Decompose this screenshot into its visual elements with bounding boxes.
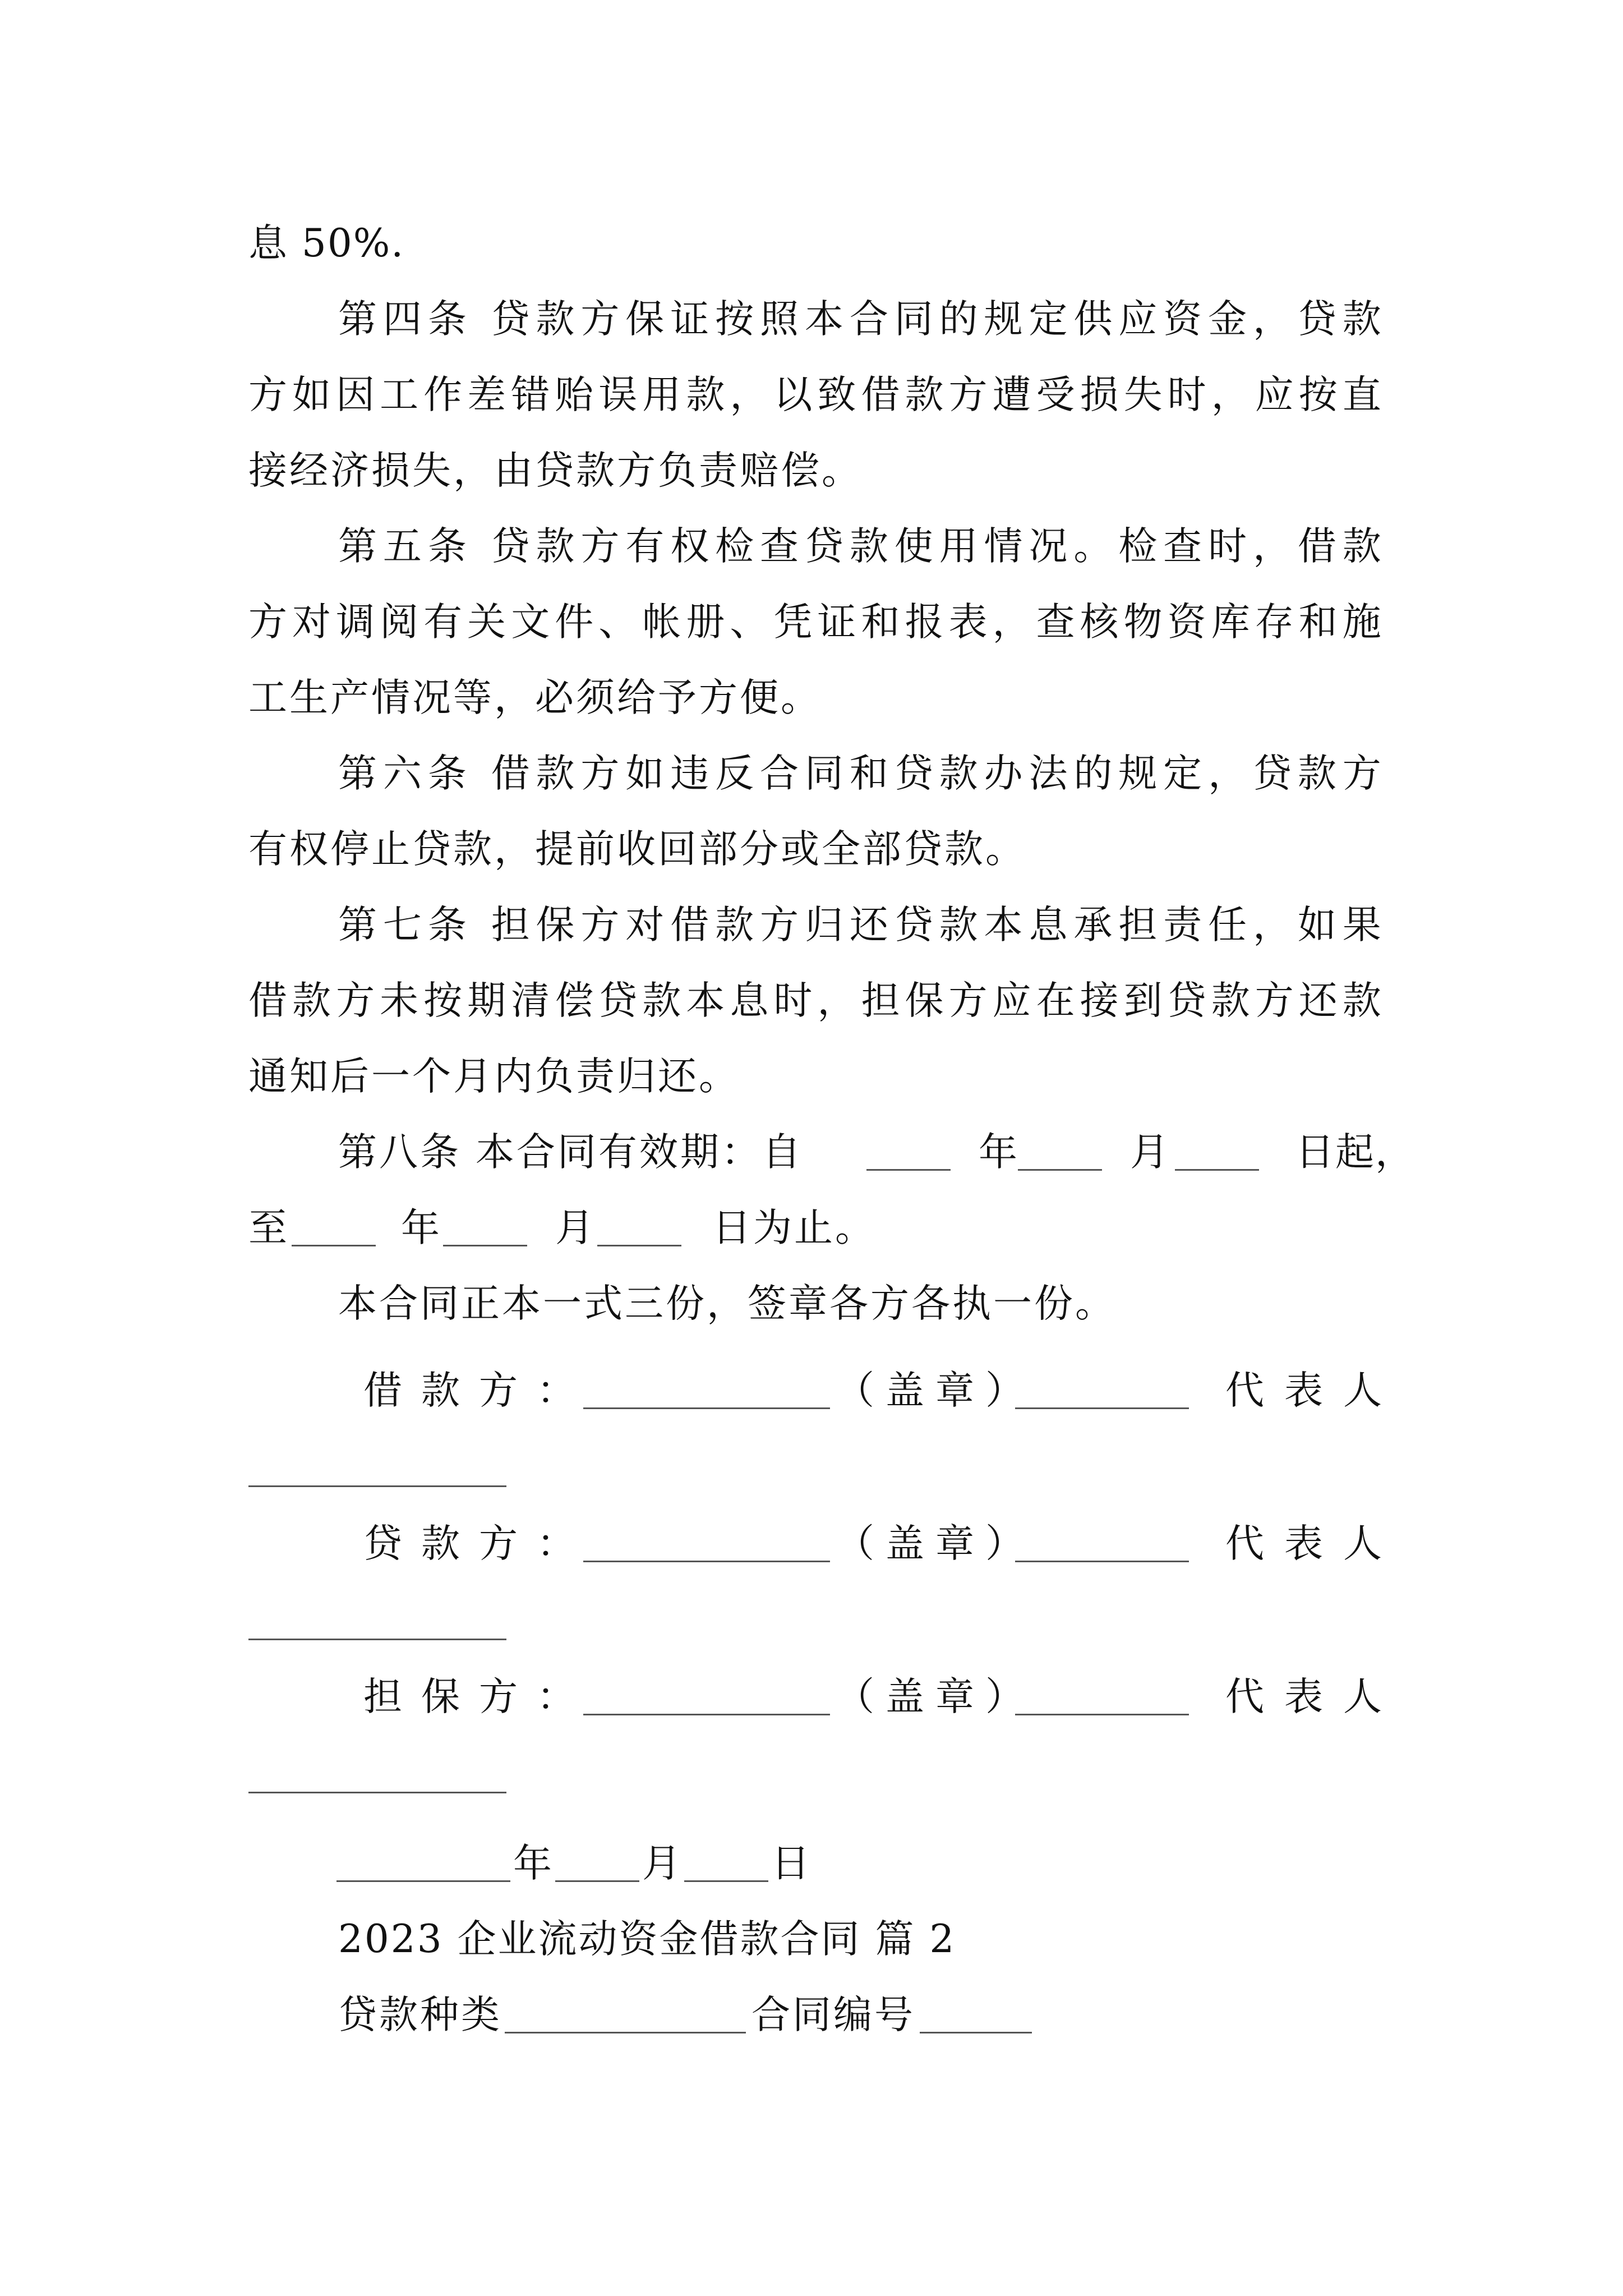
seal-label: （盖章） bbox=[836, 1368, 1035, 1413]
party-label: 借款方： bbox=[363, 1368, 594, 1413]
text-line: 息 50%. bbox=[248, 221, 405, 266]
article-6-line-1: 第 六 条 借 款 方 如 违 反 合 同 和 贷 款 办 法 的 规 定 ， 贷 款 方 bbox=[338, 751, 1381, 796]
article-5-line-1: 第 五 条 贷 款 方 有 权 检 查 贷 款 使 用 情 况 。 检 查 时 ， 借 款 bbox=[338, 524, 1381, 569]
year-label: 年 bbox=[979, 1130, 1018, 1175]
rep-blank[interactable] bbox=[248, 1792, 506, 1793]
article-8-line-1: 第八条 本合同有效期：自 bbox=[338, 1130, 803, 1175]
end-month-blank[interactable] bbox=[443, 1245, 527, 1246]
seal-blank[interactable] bbox=[1015, 1714, 1189, 1715]
section-2-title: 2023 企业流动资金借款合同 篇 2 bbox=[338, 1917, 956, 1962]
sign-month-blank[interactable] bbox=[555, 1880, 639, 1882]
rep-label: 代表人 bbox=[1225, 1368, 1402, 1413]
article-8-line-2: 至 bbox=[248, 1205, 288, 1250]
month-blank[interactable] bbox=[1018, 1169, 1102, 1171]
end-year-blank[interactable] bbox=[292, 1245, 376, 1246]
signature-row-guarantor bbox=[359, 1674, 1402, 1723]
loan-type-label: 贷款种类 bbox=[338, 1993, 502, 2037]
end-day-label: 日为止。 bbox=[712, 1205, 876, 1250]
party-label: 担保方： bbox=[363, 1674, 594, 1719]
day-from-label: 日起， bbox=[1295, 1130, 1415, 1175]
party-label: 贷款方： bbox=[363, 1521, 594, 1566]
article-4-line-1: 第 四 条 贷 款 方 保 证 按 照 本 合 同 的 规 定 供 应 资 金 ， 贷 款 bbox=[338, 297, 1381, 342]
sign-day-blank[interactable] bbox=[684, 1880, 768, 1882]
end-month-label: 月 bbox=[555, 1205, 595, 1250]
year-blank[interactable] bbox=[866, 1169, 951, 1171]
sign-month-label: 月 bbox=[642, 1841, 682, 1886]
signature-row-borrower bbox=[359, 1368, 1402, 1416]
rep-blank[interactable] bbox=[248, 1485, 506, 1487]
contract-no-blank[interactable] bbox=[920, 2032, 1032, 2033]
article-7-line-1: 第 七 条 担 保 方 对 借 款 方 归 还 贷 款 本 息 承 担 责 任 ， 如 果 bbox=[338, 903, 1381, 947]
copies-clause: 本合同正本一式三份，签章各方各执一份。 bbox=[338, 1281, 1116, 1326]
article-7-line-2: 借 款 方 未 按 期 清 偿 贷 款 本 息 时 ， 担 保 方 应 在 接 到 贷 款 方 还 款 bbox=[248, 978, 1381, 1023]
rep-label: 代表人 bbox=[1225, 1674, 1402, 1719]
article-4-line-2: 方 如 因 工 作 差 错 贻 误 用 款 ， 以 致 借 款 方 遭 受 损 失 时 ， 应 按 直 bbox=[248, 372, 1381, 417]
sign-year-label: 年 bbox=[513, 1841, 553, 1886]
seal-blank[interactable] bbox=[1015, 1407, 1189, 1409]
sign-year-blank[interactable] bbox=[336, 1880, 510, 1882]
end-year-label: 年 bbox=[401, 1205, 441, 1250]
rep-blank[interactable] bbox=[248, 1639, 506, 1640]
article-5-line-3: 工生产情况等，必须给予方便。 bbox=[248, 675, 822, 720]
seal-label: （盖章） bbox=[836, 1674, 1035, 1719]
article-6-line-2: 有权停止贷款，提前收回部分或全部贷款。 bbox=[248, 827, 1026, 872]
article-4-line-3: 接经济损失，由贷款方负责赔偿。 bbox=[248, 448, 863, 493]
sign-day-label: 日 bbox=[771, 1841, 811, 1886]
party-name-blank[interactable] bbox=[583, 1561, 830, 1562]
loan-type-blank[interactable] bbox=[505, 2032, 746, 2033]
day-blank[interactable] bbox=[1175, 1169, 1259, 1171]
rep-label: 代表人 bbox=[1225, 1521, 1402, 1566]
article-5-line-2: 方 对 调 阅 有 关 文 件 、 帐 册 、 凭 证 和 报 表 ， 查 核 物 资 库 存 和 施 bbox=[248, 600, 1381, 645]
contract-no-label: 合同编号 bbox=[751, 1993, 915, 2037]
month-label: 月 bbox=[1130, 1130, 1170, 1175]
party-name-blank[interactable] bbox=[583, 1714, 830, 1715]
seal-label: （盖章） bbox=[836, 1521, 1035, 1566]
party-name-blank[interactable] bbox=[583, 1407, 830, 1409]
article-7-line-3: 通知后一个月内负责归还。 bbox=[248, 1054, 740, 1099]
signature-row-lender bbox=[359, 1521, 1402, 1570]
end-day-blank[interactable] bbox=[597, 1245, 681, 1246]
seal-blank[interactable] bbox=[1015, 1561, 1189, 1562]
